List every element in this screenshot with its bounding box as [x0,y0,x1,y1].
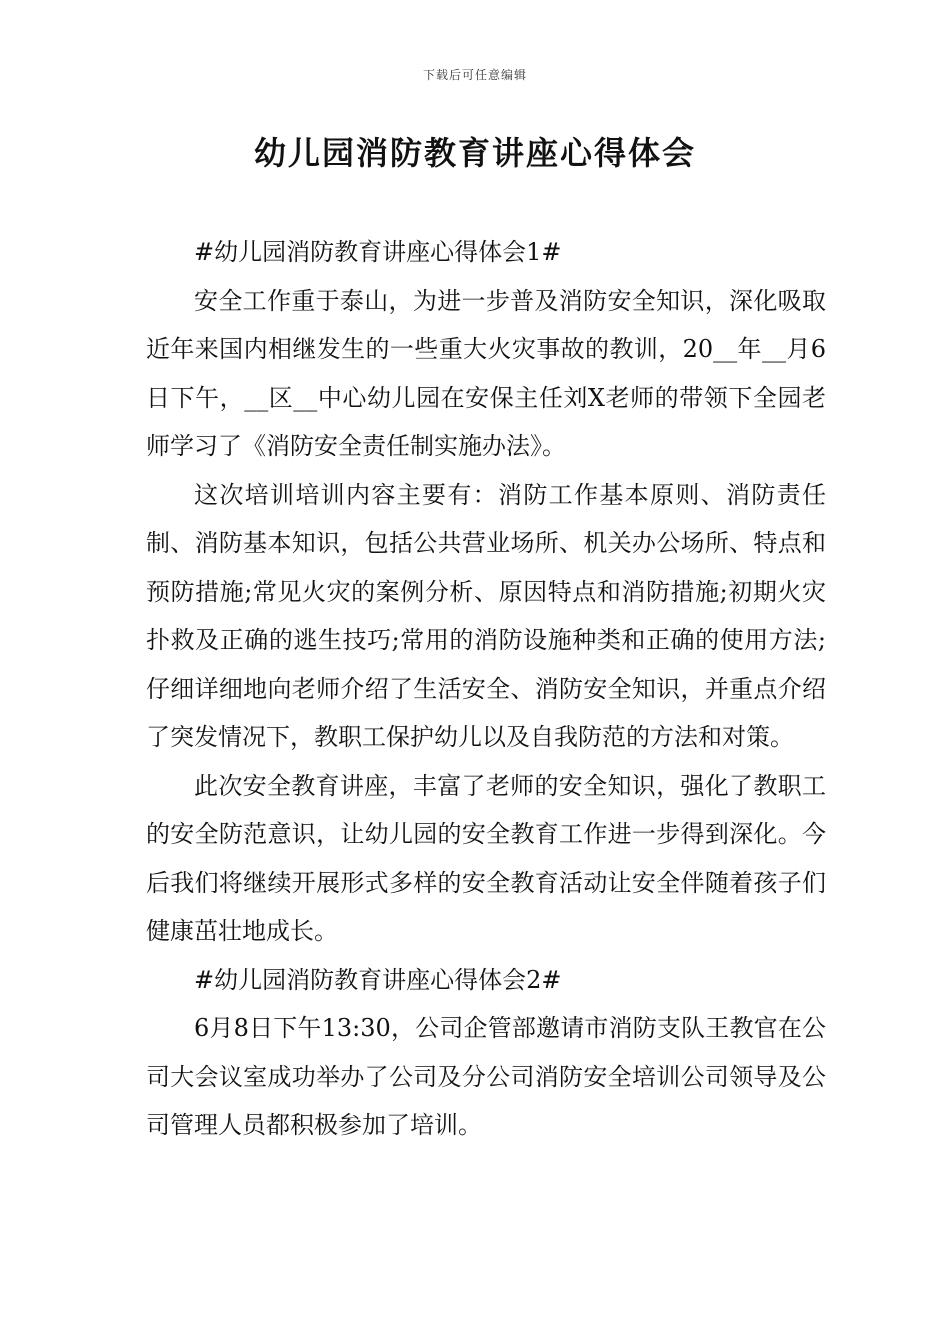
paragraph: 这次培训培训内容主要有：消防工作基本原则、消防责任制、消防基本知识，包括公共营业场所、机关办公场所、特点和预防措施;常见火灾的案例分析、原因特点和消防措施;初期火灾扑救及正确的逃生技巧;常用的消防设施种类和正确的使用方法;仔细详细地向老师介绍了生活安全、消防安全知识，并重点介绍了突发情况下，教职工保护幼儿以及自我防范的方法和对策。 [146,480,826,751]
document-body [146,228,826,1150]
section-heading: #幼儿园消防教育讲座心得体会2# [194,965,562,994]
section-heading: #幼儿园消防教育讲座心得体会1# [194,238,562,266]
paragraph: 6月8日下午13:30，公司企管部邀请市消防支队王教官在公司大会议室成功举办了公司及分公司消防安全培训公司领导及公司管理人员都积极参加了培训。 [146,1014,826,1139]
section-1 [146,228,826,956]
paragraph: 安全工作重于泰山，为进一步普及消防安全知识，深化吸取近年来国内相继发生的一些重大火灾事故的教训，20__年__月6日下午，__区__中心幼儿园在安保主任刘X老师的带领下全园老师学习了《消防安全责任制实施办法》。 [146,286,826,460]
page-header-note: 下载后可任意编辑 [422,68,527,82]
paragraph: 此次安全教育讲座，丰富了老师的安全知识，强化了教职工的安全防范意识，让幼儿园的安全教育工作进一步得到深化。今后我们将继续开展形式多样的安全教育活动让安全伴随着孩子们健康茁壮地成长。 [146,771,826,945]
document-title: 幼儿园消防教育讲座心得体会 [253,134,696,172]
section-2 [146,956,826,1150]
